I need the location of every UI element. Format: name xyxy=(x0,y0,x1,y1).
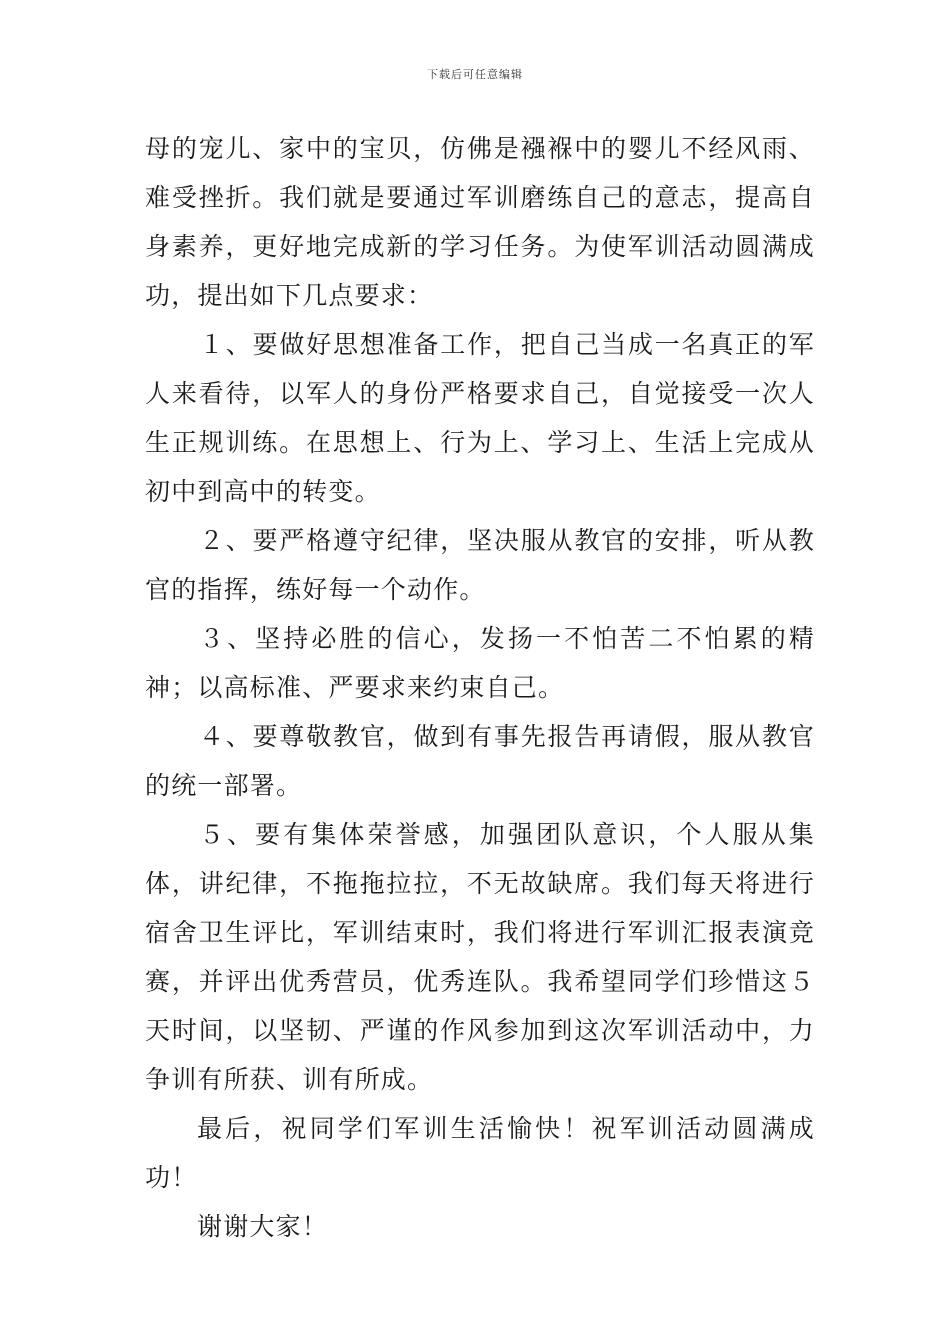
page-header: 下载后可任意编辑 xyxy=(427,68,523,81)
paragraph-item-4: ４、要尊敬教官，做到有事先报告再请假，服从教官的统一部署。 xyxy=(145,722,815,800)
paragraph-item-1: １、要做好思想准备工作，把自己当成一名真正的军人来看待，以军人的身份严格要求自己，自觉接受一次人生正规训练。在思想上、行为上、学习上、生活上完成从初中到高中的转变。 xyxy=(145,330,815,506)
paragraph-intro: 母的宠儿、家中的宝贝，仿佛是襁褓中的婴儿不经风雨、难受挫折。我们就是要通过军训磨练自己的意志，提高自身素养，更好地完成新的学习任务。为使军训活动圆满成功，提出如下几点要求： xyxy=(145,134,815,310)
paragraph-closing-thanks: 谢谢大家！ xyxy=(197,1212,329,1241)
paragraph-closing-wishes: 最后，祝同学们军训生活愉快！祝军训活动圆满成功！ xyxy=(145,1114,815,1192)
document-body xyxy=(145,124,815,1251)
paragraph-item-5: ５、要有集体荣誉感，加强团队意识，个人服从集体，讲纪律，不拖拖拉拉，不无故缺席。我们每天将进行宿舍卫生评比，军训结束时，我们将进行军训汇报表演竞赛，并评出优秀营员，优秀连队。我希望同学们珍惜这５天时间，以坚韧、严谨的作风参加到这次军训活动中，力争训有所获、训有所成。 xyxy=(145,820,815,1094)
paragraph-item-3: ３、坚持必胜的信心，发扬一不怕苦二不怕累的精神；以高标准、严要求来约束自己。 xyxy=(145,624,815,702)
paragraph-item-2: ２、要严格遵守纪律，坚决服从教官的安排，听从教官的指挥，练好每一个动作。 xyxy=(145,526,815,604)
